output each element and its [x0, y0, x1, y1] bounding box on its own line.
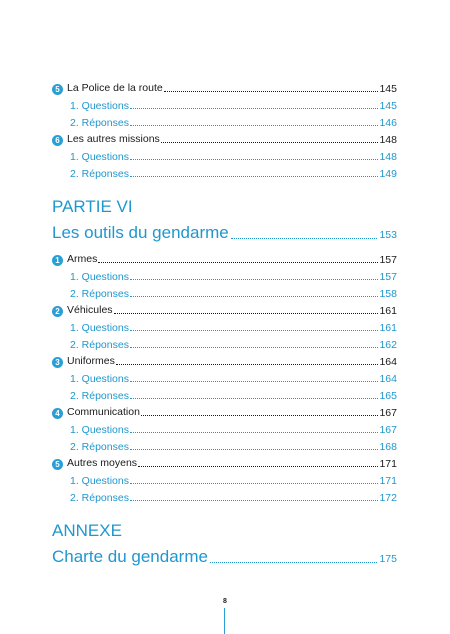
toc-sub-questions[interactable]	[52, 419, 397, 436]
page-number: 162	[379, 339, 397, 351]
toc-chapter-autres-moyens[interactable]	[52, 453, 397, 470]
page-number: 146	[379, 117, 397, 129]
toc-chapter-armes[interactable]	[52, 249, 397, 266]
sub-label: 1. Questions	[70, 475, 129, 487]
toc-sub-reponses[interactable]	[52, 283, 397, 300]
sub-label: 1. Questions	[70, 151, 129, 163]
chapter-label: La Police de la route	[67, 81, 163, 94]
page-number: 171	[379, 458, 397, 470]
page-number: 149	[379, 168, 397, 180]
dot-leader	[130, 449, 379, 450]
toc-chapter-autres-missions[interactable]	[52, 129, 397, 146]
dot-leader	[210, 562, 378, 563]
page-number: 167	[379, 424, 397, 436]
chapter-label: Véhicules	[67, 303, 113, 316]
dot-leader	[116, 364, 379, 365]
dot-leader	[130, 176, 379, 177]
dot-leader	[130, 125, 379, 126]
toc-sub-reponses[interactable]	[52, 334, 397, 351]
page-number: 148	[379, 134, 397, 146]
toc-chapter-police-route[interactable]	[52, 78, 397, 95]
dot-leader	[130, 108, 379, 109]
sub-label: 1. Questions	[70, 322, 129, 334]
dot-leader	[114, 313, 379, 314]
sub-label: 2. Réponses	[70, 390, 129, 402]
toc-sub-reponses[interactable]	[52, 163, 397, 180]
toc-annexe-charte[interactable]	[52, 541, 397, 567]
chapter-number-badge: 2	[52, 306, 63, 317]
page-number: 161	[379, 322, 397, 334]
footer-divider	[224, 608, 225, 634]
sub-label: 1. Questions	[70, 100, 129, 112]
page-number: 164	[379, 356, 397, 368]
page-number: 157	[379, 254, 397, 266]
toc-sub-questions[interactable]	[52, 368, 397, 385]
dot-leader	[141, 415, 379, 416]
dot-leader	[231, 238, 378, 239]
page-number: 145	[379, 100, 397, 112]
toc-sub-reponses[interactable]	[52, 487, 397, 504]
page-number: 164	[379, 373, 397, 385]
sub-label: 1. Questions	[70, 424, 129, 436]
page-number: 153	[379, 229, 397, 241]
chapter-number-badge: 5	[52, 459, 63, 470]
dot-leader	[130, 483, 379, 484]
part-label: PARTIE VI	[52, 197, 133, 216]
dot-leader	[130, 500, 379, 501]
toc-sub-reponses[interactable]	[52, 112, 397, 129]
dot-leader	[130, 398, 379, 399]
sub-label: 2. Réponses	[70, 441, 129, 453]
dot-leader	[130, 159, 379, 160]
dot-leader	[98, 262, 378, 263]
sub-label: 2. Réponses	[70, 339, 129, 351]
page-number: 167	[379, 407, 397, 419]
page-number: 175	[379, 553, 397, 565]
dot-leader	[130, 347, 379, 348]
footer-page-number: 8	[223, 598, 227, 605]
page-number: 161	[379, 305, 397, 317]
table-of-contents	[52, 78, 397, 567]
chapter-label: Autres moyens	[67, 456, 138, 469]
chapter-number-badge: 1	[52, 255, 63, 266]
sub-label: 2. Réponses	[70, 492, 129, 504]
chapter-label: Communication	[67, 405, 140, 418]
toc-sub-questions[interactable]	[52, 470, 397, 487]
sub-label: 2. Réponses	[70, 117, 129, 129]
sub-label: 2. Réponses	[70, 288, 129, 300]
dot-leader	[138, 466, 378, 467]
page-number: 145	[379, 83, 397, 95]
dot-leader	[164, 91, 379, 92]
chapter-number-badge: 5	[52, 84, 63, 95]
toc-sub-questions[interactable]	[52, 266, 397, 283]
annexe-label: ANNEXE	[52, 521, 122, 540]
sub-label: 1. Questions	[70, 271, 129, 283]
toc-chapter-uniformes[interactable]	[52, 351, 397, 368]
page-number: 157	[379, 271, 397, 283]
toc-sub-questions[interactable]	[52, 146, 397, 163]
page-number: 148	[379, 151, 397, 163]
page-number: 165	[379, 390, 397, 402]
part-title: Les outils du gendarme	[52, 223, 229, 242]
dot-leader	[130, 330, 379, 331]
dot-leader	[130, 381, 379, 382]
dot-leader	[130, 296, 379, 297]
sub-label: 2. Réponses	[70, 168, 129, 180]
page-number: 172	[379, 492, 397, 504]
toc-chapter-communication[interactable]	[52, 402, 397, 419]
dot-leader	[161, 142, 379, 143]
sub-label: 1. Questions	[70, 373, 129, 385]
toc-part-outils-gendarme[interactable]	[52, 217, 397, 243]
chapter-label: Les autres missions	[67, 132, 160, 145]
page-number: 158	[379, 288, 397, 300]
page-number: 171	[379, 475, 397, 487]
dot-leader	[130, 279, 379, 280]
dot-leader	[130, 432, 379, 433]
toc-sub-questions[interactable]	[52, 95, 397, 112]
page-number: 168	[379, 441, 397, 453]
chapter-number-badge: 6	[52, 135, 63, 146]
toc-sub-reponses[interactable]	[52, 436, 397, 453]
chapter-number-badge: 4	[52, 408, 63, 419]
chapter-label: Uniformes	[67, 354, 115, 367]
annexe-title: Charte du gendarme	[52, 547, 208, 566]
toc-chapter-vehicules[interactable]	[52, 300, 397, 317]
toc-sub-questions[interactable]	[52, 317, 397, 334]
chapter-label: Armes	[67, 252, 98, 265]
toc-sub-reponses[interactable]	[52, 385, 397, 402]
chapter-number-badge: 3	[52, 357, 63, 368]
